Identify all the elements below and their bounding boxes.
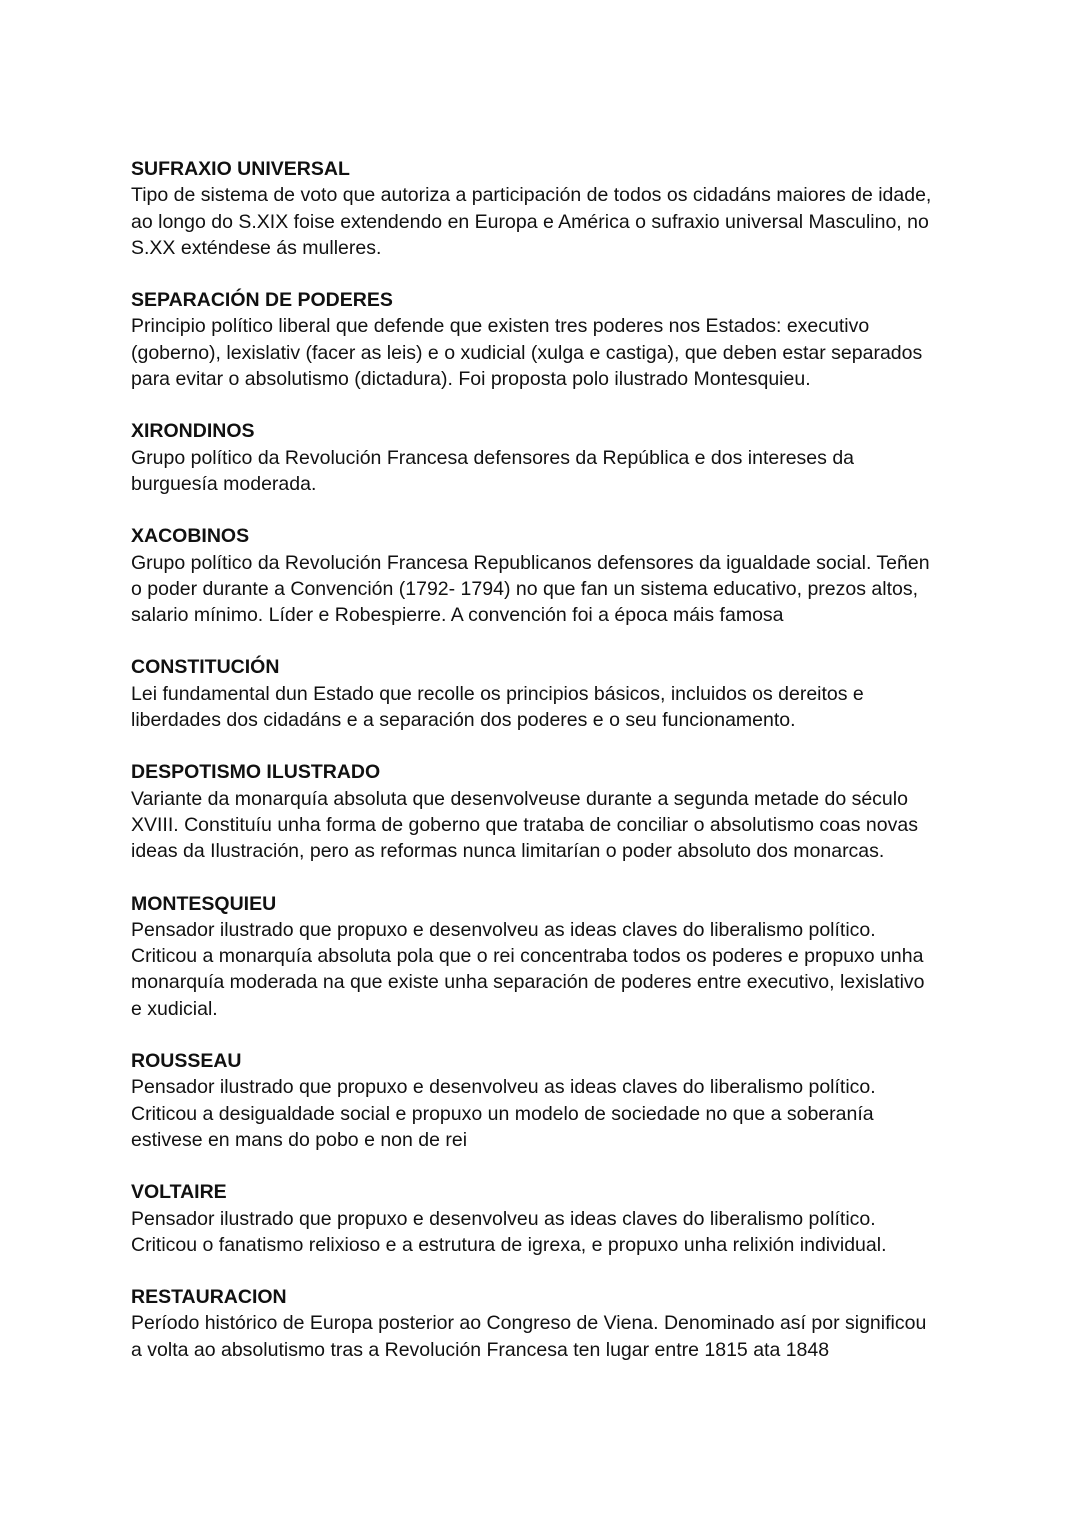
entry-term: MONTESQUIEU (131, 892, 277, 915)
entry-term: XACOBINOS (131, 525, 250, 548)
entry-text-line: Pensador ilustrado que propuxo e desenvolveu as ideas claves do liberalismo político. (131, 918, 876, 941)
entry-text-line: Pensador ilustrado que propuxo e desenvolveu as ideas claves do liberalismo político. (131, 1076, 876, 1099)
entry-xacobinos (131, 523, 961, 628)
entry-sufraxio-universal (131, 156, 961, 261)
entry-constitucion (131, 654, 961, 733)
entry-xirondinos (131, 418, 961, 497)
entry-text-line: Variante da monarquía absoluta que desenvolveuse durante a segunda metade do século (131, 787, 908, 810)
entry-text-line: Lei fundamental dun Estado que recolle os principios básicos, incluidos os dereitos e (131, 682, 864, 705)
entry-term: VOLTAIRE (131, 1181, 227, 1204)
entry-term: DESPOTISMO ILUSTRADO (131, 761, 381, 784)
entry-text-line: a volta ao absolutismo tras a Revolución Francesa ten lugar entre 1815 ata 1848 (131, 1338, 830, 1361)
entry-term: CONSTITUCIÓN (131, 656, 280, 679)
entry-text-line: salario mínimo. Líder e Robespierre. A convención foi a época máis famosa (131, 604, 784, 627)
entry-text-line: Pensador ilustrado que propuxo e desenvolveu as ideas claves do liberalismo político. (131, 1207, 876, 1230)
entry-text-line: Grupo político da Revolución Francesa defensores da República e dos intereses da (131, 446, 855, 469)
entry-text-line: Grupo político da Revolución Francesa Republicanos defensores da igualdade social. Teñen (131, 551, 930, 574)
entry-text-line: para evitar o absolutismo (dictadura). Foi proposta polo ilustrado Montesquieu. (131, 368, 811, 391)
entry-text-line: Criticou o fanatismo relixioso e a estrutura de igrexa, e propuxo unha relixión individual. (131, 1233, 887, 1256)
entry-text-line: Criticou a monarquía absoluta pola que o rei concentraba todos os poderes e propuxo unha (131, 945, 924, 968)
entry-restauracion (131, 1284, 961, 1363)
entry-text-line: o poder durante a Convención (1792- 1794) no que fan un sistema educativo, prezos altos, (131, 577, 919, 600)
entry-text-line: e xudicial. (131, 997, 218, 1020)
entry-text-line: liberdades dos cidadáns e a separación dos poderes e o seu funcionamento. (131, 709, 796, 732)
entry-voltaire (131, 1179, 961, 1258)
entry-text-line: Criticou a desigualdade social e propuxo un modelo de sociedade no que a soberanía (131, 1102, 874, 1125)
entry-text-line: XVIII. Constituíu unha forma de goberno que trataba de conciliar o absolutismo coas novas (131, 813, 918, 836)
entry-term: RESTAURACION (131, 1286, 287, 1309)
entry-text-line: estivese en mans do pobo e non de rei (131, 1128, 468, 1151)
entry-term: SEPARACIÓN DE PODERES (131, 289, 393, 312)
entry-text-line: (goberno), lexislativ (facer as leis) e o xudicial (xulga e castiga), que deben estar separados (131, 341, 923, 364)
entry-rousseau (131, 1048, 961, 1153)
entry-text-line: monarquía moderada na que existe unha separación de poderes entre executivo, lexislativo (131, 971, 925, 994)
entry-text-line: ao longo do S.XIX foise extendendo en Europa e América o sufraxio universal Masculino, no (131, 210, 929, 233)
entry-text-line: ideas da Ilustración, pero as reformas nunca limitarían o poder absoluto dos monarcas. (131, 840, 885, 863)
entry-text-line: Tipo de sistema de voto que autoriza a participación de todos os cidadáns maiores de idade, (131, 184, 932, 207)
entry-montesquieu (131, 891, 961, 1022)
entry-term: XIRONDINOS (131, 420, 255, 443)
entry-text-line: Principio político liberal que defende que existen tres poderes nos Estados: executivo (131, 315, 870, 338)
entry-text-line: burguesía moderada. (131, 472, 317, 495)
entry-term: ROUSSEAU (131, 1050, 242, 1073)
entry-despotismo-ilustrado (131, 759, 961, 864)
entry-term: SUFRAXIO UNIVERSAL (131, 158, 350, 180)
entry-text-line: S.XX exténdese ás mulleres. (131, 236, 382, 259)
document-page (131, 156, 961, 1389)
entry-text-line: Período histórico de Europa posterior ao Congreso de Viena. Denominado así por significou (131, 1312, 927, 1335)
entry-separacion-de-poderes (131, 287, 961, 392)
